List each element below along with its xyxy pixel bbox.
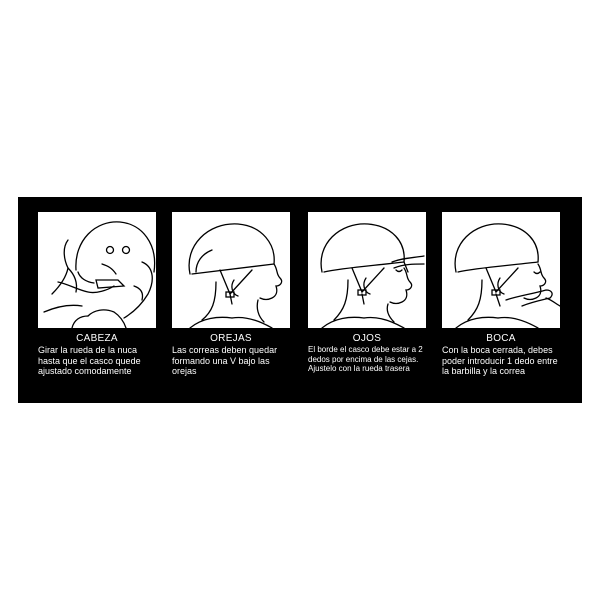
step-title: OJOS: [352, 333, 382, 344]
mouth-chin-strap-icon: [442, 212, 560, 328]
step-ojos: [308, 212, 426, 374]
helmet-fitting-banner: [18, 197, 582, 403]
step-description: Las correas deben quedar formando una V bajo las orejas: [172, 345, 278, 376]
step-description: Con la boca cerrada, debes poder introducir 1 dedo entre la barbilla y la correa: [442, 345, 558, 376]
step-title: BOCA: [486, 333, 516, 344]
step-title: OREJAS: [210, 333, 252, 344]
head-back-adjust-icon: [38, 212, 156, 328]
step-orejas: [172, 212, 290, 377]
eyes-brim-icon: [308, 212, 426, 328]
step-boca: [442, 212, 560, 377]
ear-straps-icon: [172, 212, 290, 328]
step-title: CABEZA: [76, 333, 118, 344]
step-description: Girar la rueda de la nuca hasta que el casco quede ajustado comodamente: [38, 345, 141, 376]
step-description: El borde el casco debe estar a 2 dedos por encima de las cejas. Ajustelo con la rueda trasera: [308, 345, 423, 374]
step-cabeza: [38, 212, 156, 377]
